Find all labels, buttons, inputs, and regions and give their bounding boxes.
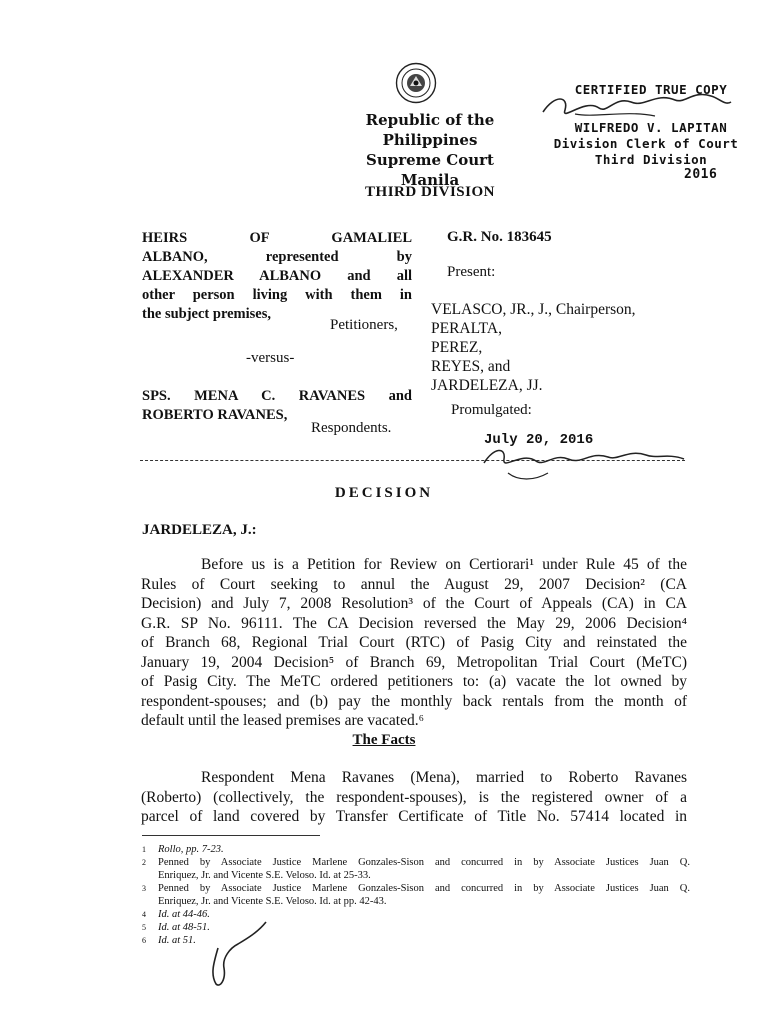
paragraph-1-line: Decision) and July 7, 2008 Resolution³ of the Court of Appeals (CA) in CA [141,595,687,612]
footnote-number: 5 [142,923,146,932]
paragraph-2-line: (Roberto) (collectively, the respondent-spouses), is the registered owner of a [141,788,687,806]
respondents-line: ROBERTO RAVANES, [142,407,288,423]
facts-heading: The Facts [352,732,416,748]
justice-perez: PEREZ, [431,339,483,356]
paragraph-1-line: January 19, 2004 Decision⁵ of Branch 69, Metropolitan Trial Court (MeTC) [141,653,687,671]
justices-list [431,300,711,395]
footnote-number: 6 [142,936,146,945]
paragraph-1-line: of Pasig City. The MeTC ordered petitioners to: (a) vacate the lot owned by [141,673,687,690]
petitioners-line: ALBANO, represented by [142,249,412,265]
footnote-text: Id. at 44-46. [158,909,210,920]
supreme-court-seal [395,62,437,104]
justice-reyes: REYES, and [431,358,511,375]
cert-date: 2016 [684,167,718,182]
header-republic: Republic of the Philippines [365,111,495,149]
paragraph-1-line: of Branch 68, Regional Trial Court (RTC) of Pasig City and reinstated the [141,634,687,651]
court-header [320,110,540,190]
footnote-item [142,882,690,895]
footnote-text: Id. at 48-51. [158,922,210,933]
footnote-number: 1 [142,845,146,854]
paragraph-1-line: G.R. SP No. 96111. The CA Decision reversed the May 29, 2006 Decision⁴ [141,614,687,632]
cert-division: Third Division [594,152,708,167]
petitioners-line: the subject premises, [142,306,272,322]
promulgation-signature [478,443,693,485]
footnote-rule [142,835,320,836]
petitioners-block [142,229,412,324]
ponente: JARDELEZA, J.: [142,522,257,538]
respondents-label: Respondents. [311,420,392,436]
petitioners-line: other person living with them in [142,287,412,303]
decision-title: DECISION [334,485,434,501]
present-label: Present: [447,264,496,280]
gr-number: G.R. No. 183645 [447,229,552,245]
footnote-number: 3 [142,884,146,893]
cert-name: WILFREDO V. LAPITAN [574,120,728,135]
justice-chairperson: VELASCO, JR., J., Chairperson, [431,301,636,318]
justice-jardeleza: JARDELEZA, JJ. [431,377,543,394]
footnote-number: 4 [142,910,146,919]
promulgated-date: July 20, 2016 [484,432,594,448]
justice-peralta: PERALTA, [431,320,502,337]
header-supreme-court: Supreme Court [366,151,494,169]
paragraph-1 [141,555,687,731]
cert-position: Division Clerk of Court [553,136,739,151]
footnote-item [142,843,690,856]
footnote-text: Penned by Associate Justice Marlene Gonzales-Sison and concurred in by Associate Justices Juan Q. [158,857,690,868]
initial-signature [200,918,270,990]
footnote-continuation: Enriquez, Jr. and Vicente S.E. Veloso. Id. at 25-33. [158,870,371,881]
petitioners-line: ALEXANDER ALBANO and all [142,268,412,284]
paragraph-2-line: Respondent Mena Ravanes (Mena), married to Roberto Ravanes [201,769,687,786]
paragraph-1-line: default until the leased premises are vacated.⁶ [141,712,424,729]
petitioners-label: Petitioners, [330,317,398,333]
footnote-item [142,856,690,869]
footnote-continuation: Enriquez, Jr. and Vicente S.E. Veloso. Id. at pp. 42-43. [158,896,387,907]
paragraph-2 [141,768,687,827]
division-title: THIRD DIVISION [365,184,495,200]
footnote-text: Rollo, pp. 7-23. [158,844,224,855]
petitioners-line: HEIRS OF GAMALIEL [142,230,412,246]
footnote-text: Id. at 51. [158,935,196,946]
promulgated-label: Promulgated: [451,402,532,418]
respondents-line: SPS. MENA C. RAVANES and [142,388,412,404]
footnote-text: Penned by Associate Justice Marlene Gonzales-Sison and concurred in by Associate Justices Juan Q. [158,883,690,894]
paragraph-1-line: Before us is a Petition for Review on Certiorari¹ under Rule 45 of the [201,556,687,573]
paragraph-2-line: parcel of land covered by Transfer Certificate of Title No. 57414 located in [141,808,687,825]
paragraph-1-line: respondent-spouses; and (b) pay the monthly back rentals from the month of [141,692,687,710]
paragraph-1-line: Rules of Court seeking to annul the August 29, 2007 Decision² (CA [141,575,687,593]
header-manila: Manila [400,171,460,189]
cert-title: CERTIFIED TRUE COPY [574,82,728,97]
footnote-number: 2 [142,858,146,867]
versus-label: -versus- [246,350,295,366]
